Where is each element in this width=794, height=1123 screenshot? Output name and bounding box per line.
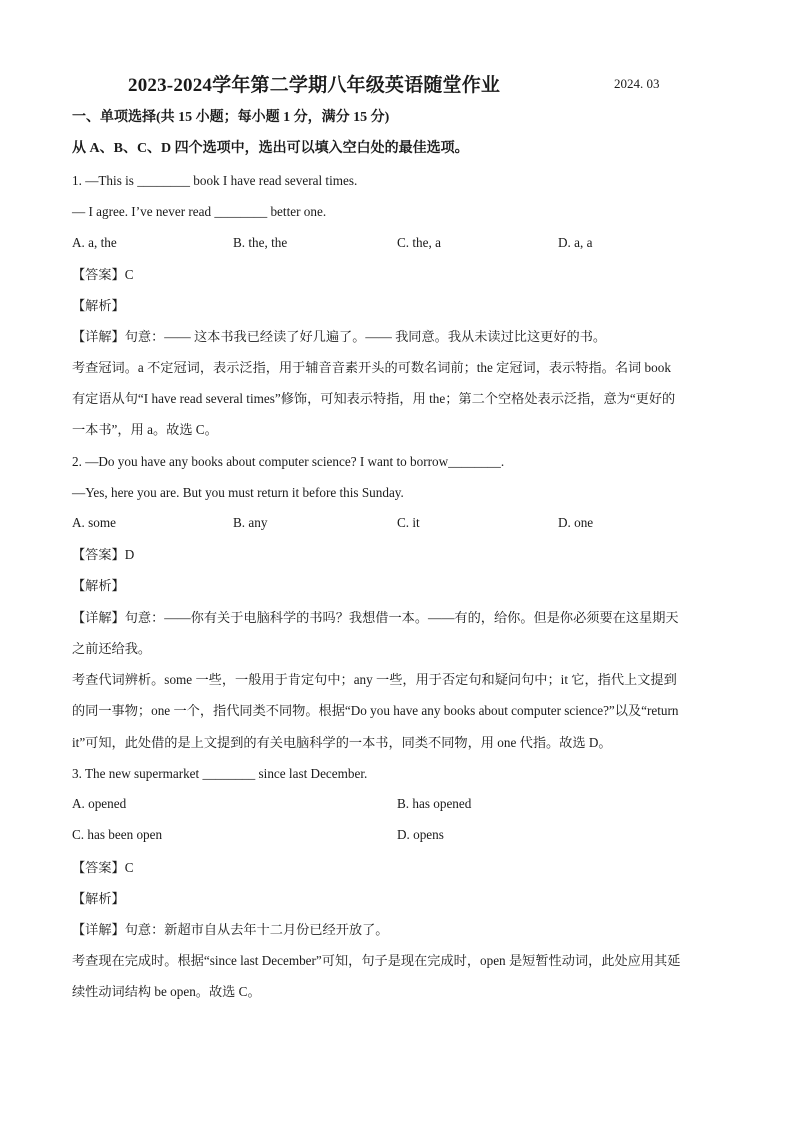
question-3-answer: 【答案】C — [72, 860, 134, 875]
question-1-detail-1: 【详解】句意：—— 这本书我已经读了好几遍了。—— 我同意。我从未读过比这更好的书。 — [72, 329, 607, 344]
section-heading: 一、单项选择(共 15 小题；每小题 1 分，满分 15 分) — [72, 110, 390, 125]
question-1-answer: 【答案】C — [72, 267, 134, 282]
question-2-detail-3: 考查代词辨析。some 一些，一般用于肯定句中；any 一些，用于否定句和疑问句中；it 它，指代上文提到 — [72, 672, 677, 687]
question-2-option-b: B. any — [233, 515, 268, 530]
question-1-detail-3: 有定语从句“I have read several times”修饰，可知表示特指，用 the；第二个空格处表示泛指，意为“更好的 — [72, 391, 676, 406]
question-3-detail-3: 续性动词结构 be open。故选 C。 — [72, 984, 261, 999]
question-3-detail-2: 考查现在完成时。根据“since last December”可知，句子是现在完成时，open 是短暂性动词，此处应用其延 — [72, 953, 681, 968]
question-1-option-d: D. a, a — [558, 235, 593, 250]
question-3-analysis-label: 【解析】 — [72, 891, 125, 906]
question-3-option-c: C. has been open — [72, 827, 163, 842]
document-title: 2023-2024学年第二学期八年级英语随堂作业 — [128, 75, 501, 96]
question-2-detail-5: it”可知，此处借的是上文提到的有关电脑科学的一本书，同类不同物，用 one 代指。故选 D。 — [72, 735, 612, 750]
question-2-detail-4: 的同一事物；one 一个，指代同类不同物。根据“Do you have any books about computer science?”以及“return — [72, 703, 679, 718]
question-1-line-1: 1. —This is ________ book I have read several times. — [72, 173, 358, 188]
question-2-line-1: 2. —Do you have any books about computer science? I want to borrow________. — [72, 454, 505, 469]
question-2-line-2: —Yes, here you are. But you must return it before this Sunday. — [72, 485, 404, 500]
question-1-analysis-label: 【解析】 — [72, 298, 125, 313]
question-2-option-a: A. some — [72, 515, 116, 530]
question-3-line-1: 3. The new supermarket ________ since last December. — [72, 766, 368, 781]
question-3-option-b: B. has opened — [397, 796, 472, 811]
question-1-option-c: C. the, a — [397, 235, 441, 250]
question-1-detail-2: 考查冠词。a 不定冠词，表示泛指，用于辅音音素开头的可数名词前；the 定冠词，表示特指。名词 book — [72, 360, 671, 375]
question-3-option-a: A. opened — [72, 796, 127, 811]
question-3-detail-1: 【详解】句意：新超市自从去年十二月份已经开放了。 — [72, 922, 389, 937]
question-2-answer: 【答案】D — [72, 547, 135, 562]
question-2-option-c: C. it — [397, 515, 420, 530]
document-date: 2024. 03 — [614, 76, 660, 91]
question-1-line-2: — I agree. I’ve never read ________ better one. — [72, 204, 327, 219]
question-1-option-a: A. a, the — [72, 235, 117, 250]
question-3-option-d: D. opens — [397, 827, 444, 842]
question-1-option-b: B. the, the — [233, 235, 288, 250]
question-2-analysis-label: 【解析】 — [72, 578, 125, 593]
question-1-detail-4: 一本书”，用 a。故选 C。 — [72, 422, 218, 437]
question-2-detail-1: 【详解】句意：——你有关于电脑科学的书吗？我想借一本。——有的，给你。但是你必须要在这星期天 — [72, 610, 679, 625]
section-instruction: 从 A、B、C、D 四个选项中，选出可以填入空白处的最佳选项。 — [72, 141, 469, 156]
question-2-detail-2: 之前还给我。 — [72, 641, 152, 656]
question-2-option-d: D. one — [558, 515, 594, 530]
